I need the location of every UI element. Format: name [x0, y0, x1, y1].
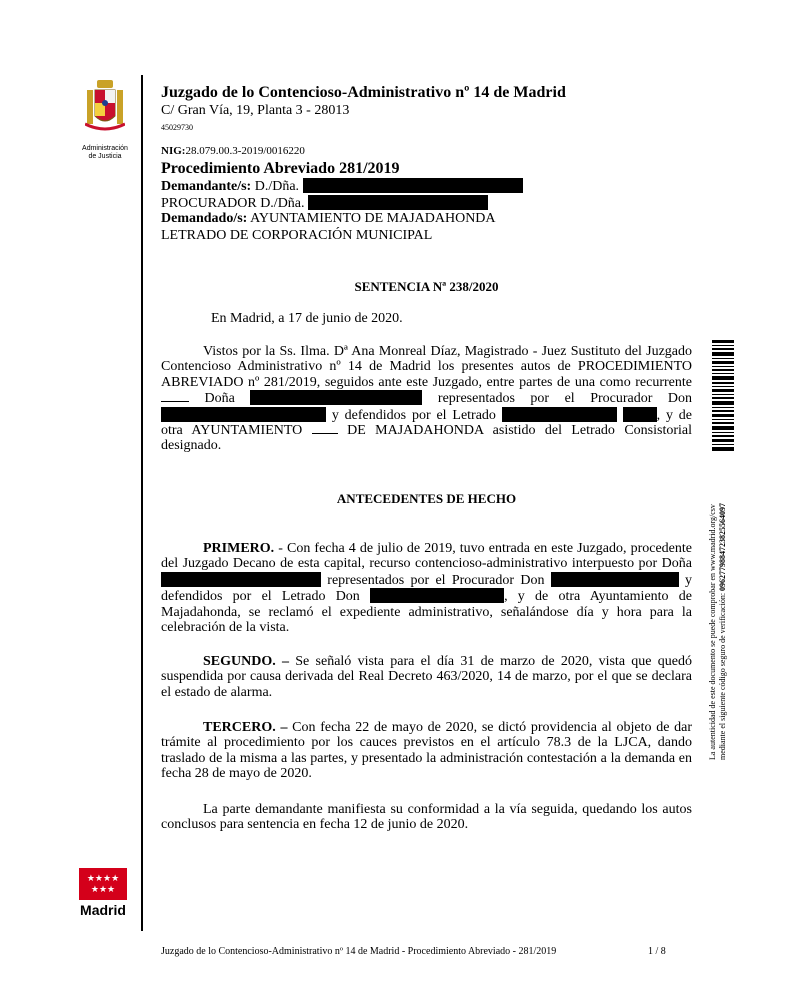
barcode-icon [712, 340, 734, 452]
court-address: C/ Gran Vía, 19, Planta 3 - 28013 [161, 103, 350, 118]
intro-text-f: DE MAJADAHONDA asistido del Letrado Consistorial designado. [161, 423, 692, 454]
tercero-paragraph [161, 720, 692, 782]
tercero-label: TERCERO. – [203, 720, 288, 735]
court-code: 45029730 [161, 123, 193, 132]
redacted-block [161, 572, 321, 587]
segundo-text: Se señaló vista para el día 31 de marzo de 2020, vista que quedó suspendida por causa derivada del Real Decreto 463/2020, 14 de marzo, por el que se declara el estado de alarma. [161, 654, 692, 700]
verification-note [708, 470, 728, 760]
crest-caption-line1: Administración [82, 145, 128, 152]
defendant-value: AYUNTAMIENTO DE MAJADAHONDA [250, 211, 496, 226]
intro-text-b: Doña [204, 391, 235, 407]
defendant-label: Demandado/s: [161, 211, 248, 226]
intro-text-a: Vistos por la Ss. Ilma. Dª Ana Monreal Díaz, Magistrado - Juez Sustituto del Juzgado Contencioso Administrativo nº 14 de Madrid los presentes autos de PROCEDIMIENTO ABREVIADO nº 281/2019, seguidos ante este Juzgado, entre partes de una como recurrente [161, 344, 692, 390]
plaintiff-value: D./Dña. [254, 179, 300, 194]
justice-crest-logo [72, 78, 138, 161]
redacted-block [370, 588, 504, 603]
attorney-text: PROCURADOR D./Dña. [161, 196, 305, 211]
redacted-block [502, 407, 617, 422]
intro-text-e: , y de otra AYUNTAMIENTO [161, 407, 693, 439]
court-name: Juzgado de lo Contencioso-Administrativo nº 14 de Madrid [161, 84, 566, 101]
crest-caption-line2: de Justicia [88, 153, 122, 160]
primero-text-c: y defendidos por el Letrado Don [161, 572, 693, 605]
footer-text: Juzgado de lo Contencioso-Administrativo nº 14 de Madrid - Procedimiento Abreviado - 281/2019 [161, 946, 557, 957]
lawyer-line: LETRADO DE CORPORACIÓN MUNICIPAL [161, 228, 433, 243]
primero-text-d: , y de otra Ayuntamiento de Majadahonda, se reclamó el expediente administrativo, señalándose día y hora para la celebración de la vista. [161, 589, 693, 636]
comunidad-madrid-logo [78, 868, 128, 918]
madrid-label: Madrid [80, 902, 126, 918]
redacted-block [623, 407, 657, 422]
verification-line-2 [718, 470, 728, 760]
nig-value: 28.079.00.3-2019/0016220 [185, 145, 305, 157]
blank-line [161, 391, 189, 402]
plaintiff-line [161, 178, 523, 195]
verification-line-1: La autenticidad de este documento se puede comprobar en www.madrid.org/csv [708, 504, 717, 760]
nig-line [161, 145, 305, 157]
stars-row-2: ★★★ [90, 884, 116, 894]
primero-text-a: - Con fecha 4 de julio de 2019, tuvo entrada en este Juzgado, procedente del Juzgado Decano de esta capital, recurso contencioso-administrativo interpuesto por Doña [161, 541, 692, 572]
segundo-paragraph [161, 654, 692, 700]
verification-code: 0962779884723825564097 [718, 502, 727, 591]
madrid-flag-icon [79, 868, 127, 900]
redacted-block [308, 195, 488, 210]
intro-paragraph [161, 344, 692, 454]
final-paragraph: La parte demandante manifiesta su conformidad a la vía seguida, quedando los autos conclusos para sentencia en fecha 12 de junio de 2020. [161, 802, 692, 833]
segundo-label: SEGUNDO. – [203, 654, 289, 669]
page-number: 1 / 8 [648, 946, 666, 957]
coat-of-arms-icon [85, 78, 125, 140]
verification-text: mediante el siguiente código seguro de verificación: [718, 592, 727, 760]
primero-text-b: representados por el Procurador Don [327, 572, 545, 588]
nig-label: NIG: [161, 145, 186, 157]
header-divider-line [141, 75, 143, 931]
sentencia-title: SENTENCIA Nª 238/2020 [354, 279, 499, 294]
stars-row-1: ★★★★ [86, 873, 120, 883]
primero-label: PRIMERO. [203, 541, 275, 556]
intro-text-c: representados por el Procurador Don [437, 391, 693, 407]
redacted-block [161, 407, 326, 422]
date-line: En Madrid, a 17 de junio de 2020. [211, 311, 403, 326]
redacted-block [303, 178, 523, 193]
antecedentes-heading: ANTECEDENTES DE HECHO [336, 491, 517, 506]
primero-paragraph [161, 541, 692, 635]
defendant-line [161, 211, 496, 227]
blank-line [312, 423, 338, 434]
redacted-block [551, 572, 679, 587]
attorney-line [161, 195, 488, 212]
procedure-title: Procedimiento Abreviado 281/2019 [161, 160, 400, 177]
intro-text-d: y defendidos por el Letrado [331, 407, 496, 423]
redacted-block [250, 390, 422, 405]
tercero-text: Con fecha 22 de mayo de 2020, se dictó providencia al objeto de dar trámite al procedimiento por los cauces previstos en el artículo 78.3 de la LJCA, dando traslado de la misma a las partes, y presentado la administración contestación a la demanda en fecha 28 de mayo de 2020. [161, 720, 693, 782]
plaintiff-label: Demandante/s: [161, 179, 252, 194]
